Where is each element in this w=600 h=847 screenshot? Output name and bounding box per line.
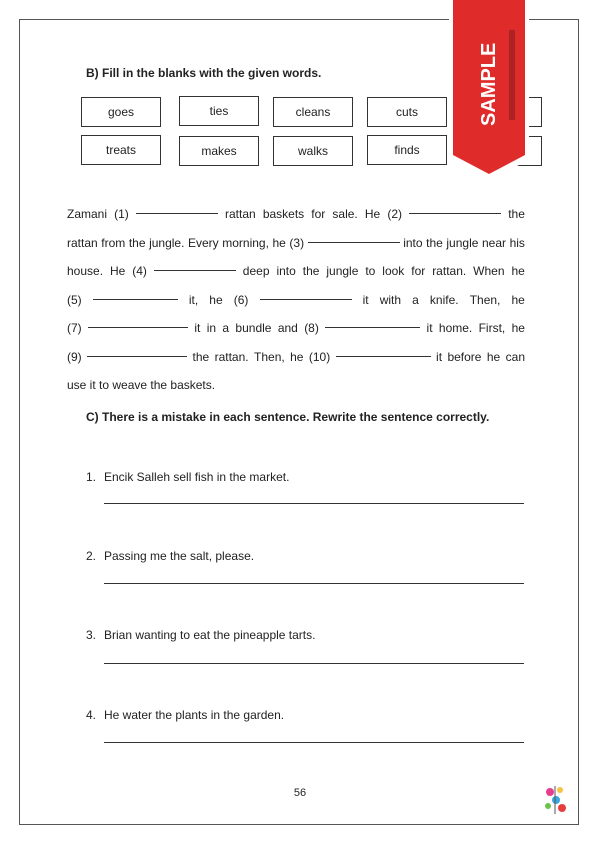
question-number: 2. (86, 549, 97, 563)
passage-word: the (302, 264, 320, 278)
watermark-text: SAMPLE (478, 42, 500, 126)
passage-line (67, 343, 525, 372)
word-box: cuts (367, 97, 447, 127)
passage-word: the (508, 207, 525, 221)
passage-word: he (511, 321, 525, 335)
passage-word: When (473, 264, 505, 278)
passage-word: from (101, 235, 126, 250)
passage-word: it (436, 349, 443, 364)
passage-line (67, 286, 525, 315)
cloze-passage (67, 200, 525, 400)
passage-word: rattan (225, 207, 256, 221)
passage-word: Then, (469, 292, 501, 307)
passage-word: (6) (233, 292, 249, 307)
passage-word: near (481, 235, 507, 250)
passage-word: jungle (326, 264, 359, 278)
answer-blank[interactable] (260, 286, 352, 300)
question-1 (86, 470, 289, 484)
question-number: 1. (86, 470, 97, 484)
passage-word: he (209, 292, 223, 307)
passage-word: the (192, 349, 210, 364)
passage-word: deep (242, 264, 270, 278)
question-4 (86, 708, 284, 722)
answer-blank[interactable] (154, 257, 236, 271)
answer-blank[interactable] (93, 286, 178, 300)
passage-word: a (222, 321, 230, 335)
passage-word: before (447, 349, 482, 364)
question-text: He water the plants in the garden. (104, 708, 285, 722)
passage-word: jungle (446, 235, 479, 250)
section-b-title: B) Fill in the blanks with the given words. (86, 66, 322, 80)
word-box: makes (179, 136, 259, 166)
passage-word: Zamani (67, 207, 108, 221)
question-2 (86, 549, 254, 563)
passage-word: into (403, 235, 423, 250)
passage-word: (2) (387, 207, 402, 221)
passage-line (67, 314, 525, 343)
passage-word: (5) (67, 292, 82, 307)
word-box: walks (273, 136, 353, 166)
passage-word: First, (478, 321, 506, 335)
passage-word: it (362, 292, 369, 307)
question-text: Passing me the salt, please. (104, 549, 255, 563)
passage-word: can (505, 349, 525, 364)
passage-word: his (509, 235, 525, 250)
passage-word: sale. (332, 207, 358, 221)
passage-word: (1) (114, 207, 129, 221)
passage-word: rattan. (214, 349, 249, 364)
passage-word: jungle. (149, 235, 185, 250)
passage-word: Every (188, 235, 219, 250)
passage-word: Then, (254, 349, 285, 364)
passage-word: He (364, 207, 381, 221)
passage-word: he (486, 349, 501, 364)
question-number: 3. (86, 628, 97, 642)
passage-line (67, 371, 525, 400)
passage-word: to (365, 264, 376, 278)
passage-word: (3) (289, 235, 305, 250)
question-number: 4. (86, 708, 97, 722)
passage-word: he (290, 349, 304, 364)
passage-word: knife. (429, 292, 459, 307)
passage-word: baskets (262, 207, 305, 221)
word-box: cleans (273, 97, 353, 127)
passage-word: morning, (222, 235, 269, 250)
passage-word: house. (67, 264, 104, 278)
passage-word: it, (188, 292, 199, 307)
passage-word: look (382, 264, 405, 278)
answer-blank[interactable] (325, 314, 420, 328)
passage-word: and (277, 321, 298, 335)
passage-word: the (128, 235, 146, 250)
publisher-logo-icon (540, 782, 570, 818)
passage-word: it (426, 321, 433, 335)
passage-line (67, 257, 525, 286)
answer-blank[interactable] (336, 343, 431, 357)
passage-word: he (272, 235, 286, 250)
answer-blank[interactable] (308, 229, 400, 243)
passage-word: he (511, 292, 525, 307)
passage-word: it (194, 321, 201, 335)
answer-line-2[interactable] (104, 583, 524, 584)
passage-word: (4) (132, 264, 147, 278)
question-3 (86, 628, 315, 642)
answer-blank[interactable] (136, 200, 218, 214)
passage-word: for (411, 264, 426, 278)
passage-word: a (412, 292, 419, 307)
passage-word: for (311, 207, 326, 221)
passage-word: home. (438, 321, 473, 335)
passage-word: (8) (304, 321, 319, 335)
word-box: goes (81, 97, 161, 127)
word-box: treats (81, 135, 161, 165)
word-box: ties (179, 96, 259, 126)
page-number: 56 (293, 787, 307, 799)
passage-line (67, 200, 525, 229)
passage-word: (10) (308, 349, 331, 364)
passage-word: (9) (67, 349, 82, 364)
passage-word: bundle (235, 321, 272, 335)
section-c-title: C) There is a mistake in each sentence. Rewrite the sentence correctly. (86, 410, 490, 424)
answer-blank[interactable] (88, 314, 188, 328)
passage-word: rattan. (432, 264, 467, 278)
answer-line-1[interactable] (104, 503, 524, 504)
sample-ribbon-icon (449, 0, 529, 180)
passage-line (67, 229, 525, 258)
answer-line-3[interactable] (104, 663, 524, 664)
question-text: Brian wanting to eat the pineapple tarts. (104, 628, 316, 642)
passage-word: in (206, 321, 217, 335)
answer-line-4[interactable] (104, 742, 524, 743)
passage-word: rattan (67, 235, 98, 250)
passage-word: he (511, 264, 525, 278)
passage-word: He (109, 264, 126, 278)
passage-word: use it to weave the baskets. (67, 378, 216, 392)
passage-word: (7) (67, 321, 82, 335)
question-text: Encik Salleh sell fish in the market. (104, 470, 290, 484)
passage-word: the (426, 235, 443, 250)
word-box: finds (367, 135, 447, 165)
answer-blank[interactable] (87, 343, 187, 357)
passage-word: with (379, 292, 402, 307)
answer-blank[interactable] (409, 200, 501, 214)
passage-word: into (276, 264, 296, 278)
